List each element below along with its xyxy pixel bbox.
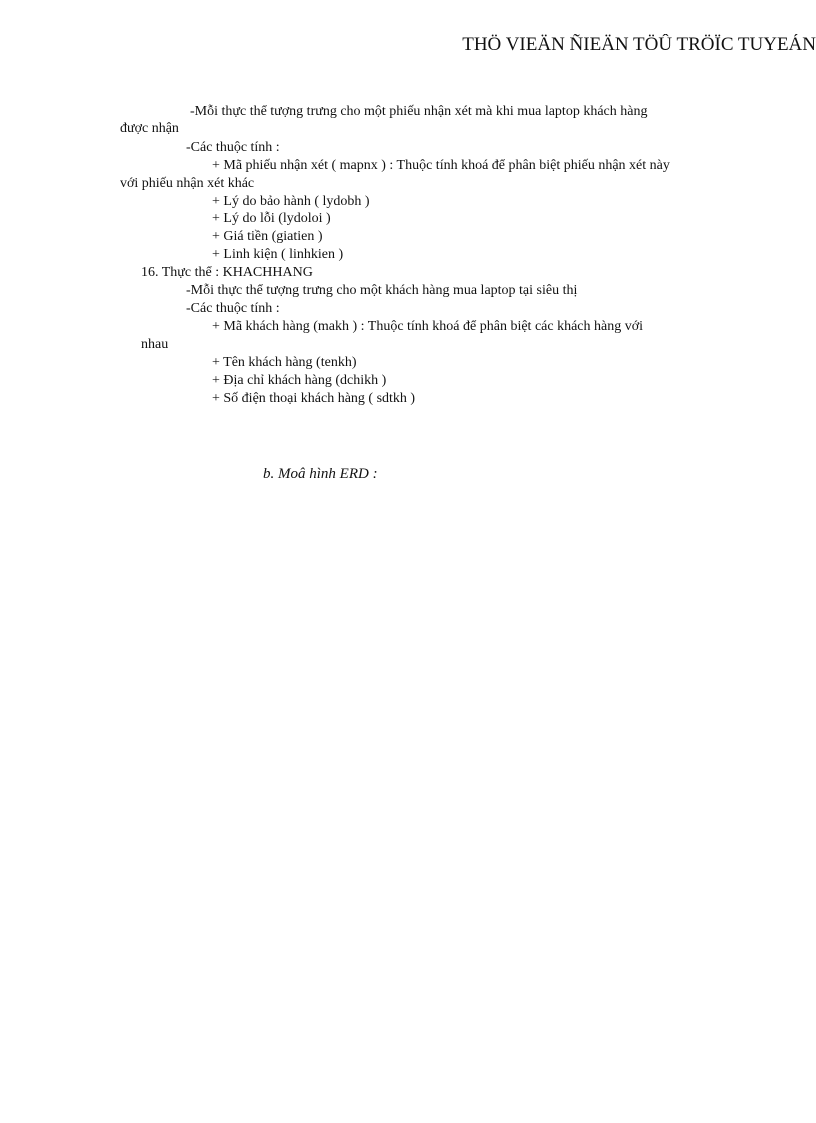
khachhang-attributes-heading: -Các thuộc tính : [186, 301, 280, 316]
page-header-title: THÖ VIEÄN ÑIEÄN TÖÛ TRÖÏC TUYEÁN [462, 34, 816, 55]
attribute-lydoloi: + Lý do lỗi (lydoloi ) [212, 211, 331, 226]
attribute-linhkien: + Linh kiện ( linhkien ) [212, 247, 344, 262]
phieunhanxet-description-line2: được nhận [120, 121, 179, 136]
attribute-mapnx: + Mã phiếu nhận xét ( mapnx ) : Thuộc tính khoá để phân biệt phiếu nhận xét này [212, 158, 670, 173]
khachhang-entity-heading: 16. Thực thể : KHACHHANG [141, 265, 313, 280]
attribute-dchikh: + Địa chỉ khách hàng (dchikh ) [212, 373, 387, 388]
attribute-lydobh: + Lý do bảo hành ( lydobh ) [212, 194, 370, 209]
attribute-makh: + Mã khách hàng (makh ) : Thuộc tính khoá để phân biệt các khách hàng với [212, 319, 644, 334]
attribute-mapnx-continued: với phiếu nhận xét khác [120, 176, 255, 191]
attribute-tenkh: + Tên khách hàng (tenkh) [212, 355, 357, 370]
khachhang-description: -Mỗi thực thể tượng trưng cho một khách hàng mua laptop tại siêu thị [186, 283, 578, 298]
erd-model-heading: b. Moâ hình ERD : [263, 466, 378, 482]
phieunhanxet-description-line1: -Mỗi thực thể tượng trưng cho một phiếu nhận xét mà khi mua laptop khách hàng [190, 104, 648, 119]
attribute-makh-continued: nhau [141, 337, 169, 352]
attribute-giatien: + Giá tiền (giatien ) [212, 229, 323, 244]
phieunhanxet-attributes-heading: -Các thuộc tính : [186, 140, 280, 155]
attribute-sdtkh: + Số điện thoại khách hàng ( sdtkh ) [212, 391, 416, 406]
